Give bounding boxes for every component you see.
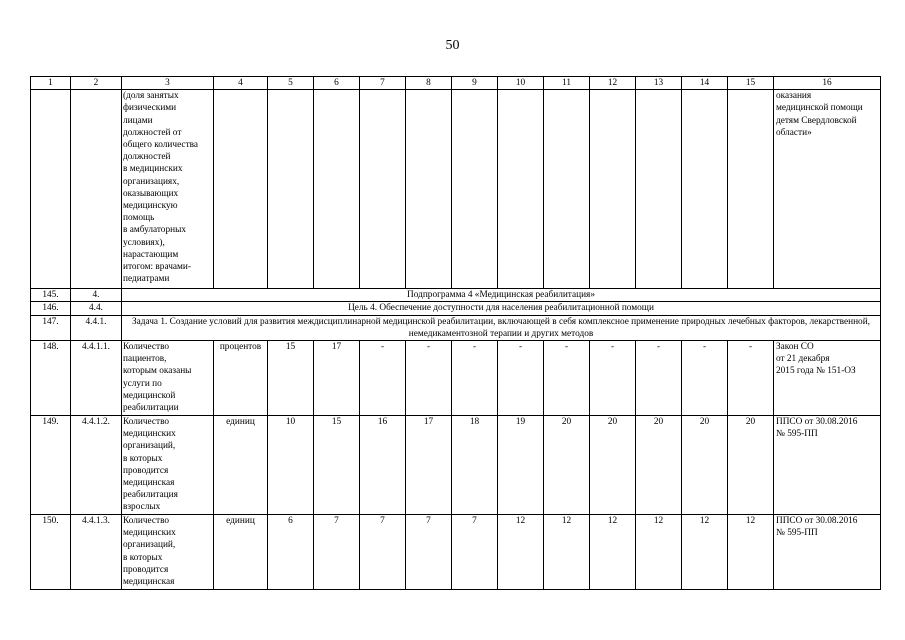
page-number: 50: [445, 38, 460, 53]
cell: [636, 90, 682, 289]
cell: [406, 90, 452, 289]
cell: [728, 90, 774, 289]
cell: [360, 90, 406, 289]
table-row: [31, 341, 881, 416]
value-cell: 20: [728, 416, 774, 515]
value-cell: 12: [544, 515, 590, 590]
value-cell: 12: [590, 515, 636, 590]
row-code: 4.4.1.3.: [71, 515, 122, 590]
column-header: 16: [774, 77, 881, 90]
unit: единиц: [214, 416, 268, 515]
indicator-name: (доля занятых физическими лицами должностей от общего количества должностей в медицинских организациях, оказывающих медицинскую помощь в амбулаторных условиях), нарастающим итогом: врачами- педиатрами: [122, 90, 214, 289]
value-cell: 20: [544, 416, 590, 515]
column-header: 3: [122, 77, 214, 90]
row-number: 145.: [31, 289, 71, 302]
row-code: 4.: [71, 289, 122, 302]
column-header: 4: [214, 77, 268, 90]
table-row: [31, 515, 881, 590]
cell: [71, 90, 122, 289]
column-header: 12: [590, 77, 636, 90]
cell: [544, 90, 590, 289]
value-cell: -: [590, 341, 636, 416]
column-header: 9: [452, 77, 498, 90]
table-row: [31, 315, 881, 340]
unit: процентов: [214, 341, 268, 416]
value-cell: 16: [360, 416, 406, 515]
row-number: 147.: [31, 315, 71, 340]
cell: [314, 90, 360, 289]
subprogram-title: Подпрограмма 4 «Медицинская реабилитация»: [122, 289, 881, 302]
row-number: 149.: [31, 416, 71, 515]
value-cell: 17: [314, 341, 360, 416]
column-header: 11: [544, 77, 590, 90]
value-cell: 7: [314, 515, 360, 590]
row-code: 4.4.: [71, 302, 122, 315]
value-cell: 12: [498, 515, 544, 590]
table-row: [31, 416, 881, 515]
column-header: 1: [31, 77, 71, 90]
row-number: 148.: [31, 341, 71, 416]
value-cell: 18: [452, 416, 498, 515]
value-cell: 10: [268, 416, 314, 515]
goal-title: Цель 4. Обеспечение доступности для населения реабилитационной помощи: [122, 302, 881, 315]
cell: [268, 90, 314, 289]
table-row: [31, 289, 881, 302]
value-cell: 7: [452, 515, 498, 590]
source-document: ППСО от 30.08.2016 № 595-ПП: [774, 416, 881, 515]
value-cell: 12: [636, 515, 682, 590]
row-code: 4.4.1.: [71, 315, 122, 340]
value-cell: -: [406, 341, 452, 416]
value-cell: 15: [314, 416, 360, 515]
indicator-name: Количество медицинских организаций, в которых проводится медицинская реабилитация взрослых: [122, 416, 214, 515]
cell: [498, 90, 544, 289]
cell: [31, 90, 71, 289]
value-cell: -: [452, 341, 498, 416]
column-header: 7: [360, 77, 406, 90]
value-cell: 6: [268, 515, 314, 590]
value-cell: -: [544, 341, 590, 416]
column-header: 8: [406, 77, 452, 90]
table-row: [31, 302, 881, 315]
cell: [590, 90, 636, 289]
value-cell: 19: [498, 416, 544, 515]
column-header: 13: [636, 77, 682, 90]
indicators-table: [30, 76, 881, 590]
value-cell: 7: [406, 515, 452, 590]
value-cell: 7: [360, 515, 406, 590]
row-number: 150.: [31, 515, 71, 590]
value-cell: 15: [268, 341, 314, 416]
task-title: Задача 1. Создание условий для развития междисциплинарной медицинской реабилитации, включающей в себя комплексное применение природных лечебных факторов, лекарственной, немедикаментозной терапии и других методов: [122, 315, 881, 340]
row-number: 146.: [31, 302, 71, 315]
row-code: 4.4.1.2.: [71, 416, 122, 515]
value-cell: 17: [406, 416, 452, 515]
value-cell: -: [360, 341, 406, 416]
value-cell: -: [636, 341, 682, 416]
value-cell: 12: [682, 515, 728, 590]
value-cell: 20: [590, 416, 636, 515]
cell: [214, 90, 268, 289]
column-header: 6: [314, 77, 360, 90]
value-cell: -: [682, 341, 728, 416]
value-cell: 20: [682, 416, 728, 515]
column-header: 14: [682, 77, 728, 90]
cell: [452, 90, 498, 289]
value-cell: -: [728, 341, 774, 416]
value-cell: 12: [728, 515, 774, 590]
source-document: Закон СО от 21 декабря 2015 года № 151-ОЗ: [774, 341, 881, 416]
table-row: [31, 90, 881, 289]
column-header: 10: [498, 77, 544, 90]
indicator-name: Количество пациентов, которым оказаны услуги по медицинской реабилитации: [122, 341, 214, 416]
cell: [682, 90, 728, 289]
column-number-row: [31, 77, 881, 90]
column-header: 5: [268, 77, 314, 90]
source-document: оказания медицинской помощи детям Свердловской области»: [774, 90, 881, 289]
row-code: 4.4.1.1.: [71, 341, 122, 416]
column-header: 15: [728, 77, 774, 90]
value-cell: 20: [636, 416, 682, 515]
indicator-name: Количество медицинских организаций, в которых проводится медицинская: [122, 515, 214, 590]
unit: единиц: [214, 515, 268, 590]
source-document: ППСО от 30.08.2016 № 595-ПП: [774, 515, 881, 590]
value-cell: -: [498, 341, 544, 416]
column-header: 2: [71, 77, 122, 90]
